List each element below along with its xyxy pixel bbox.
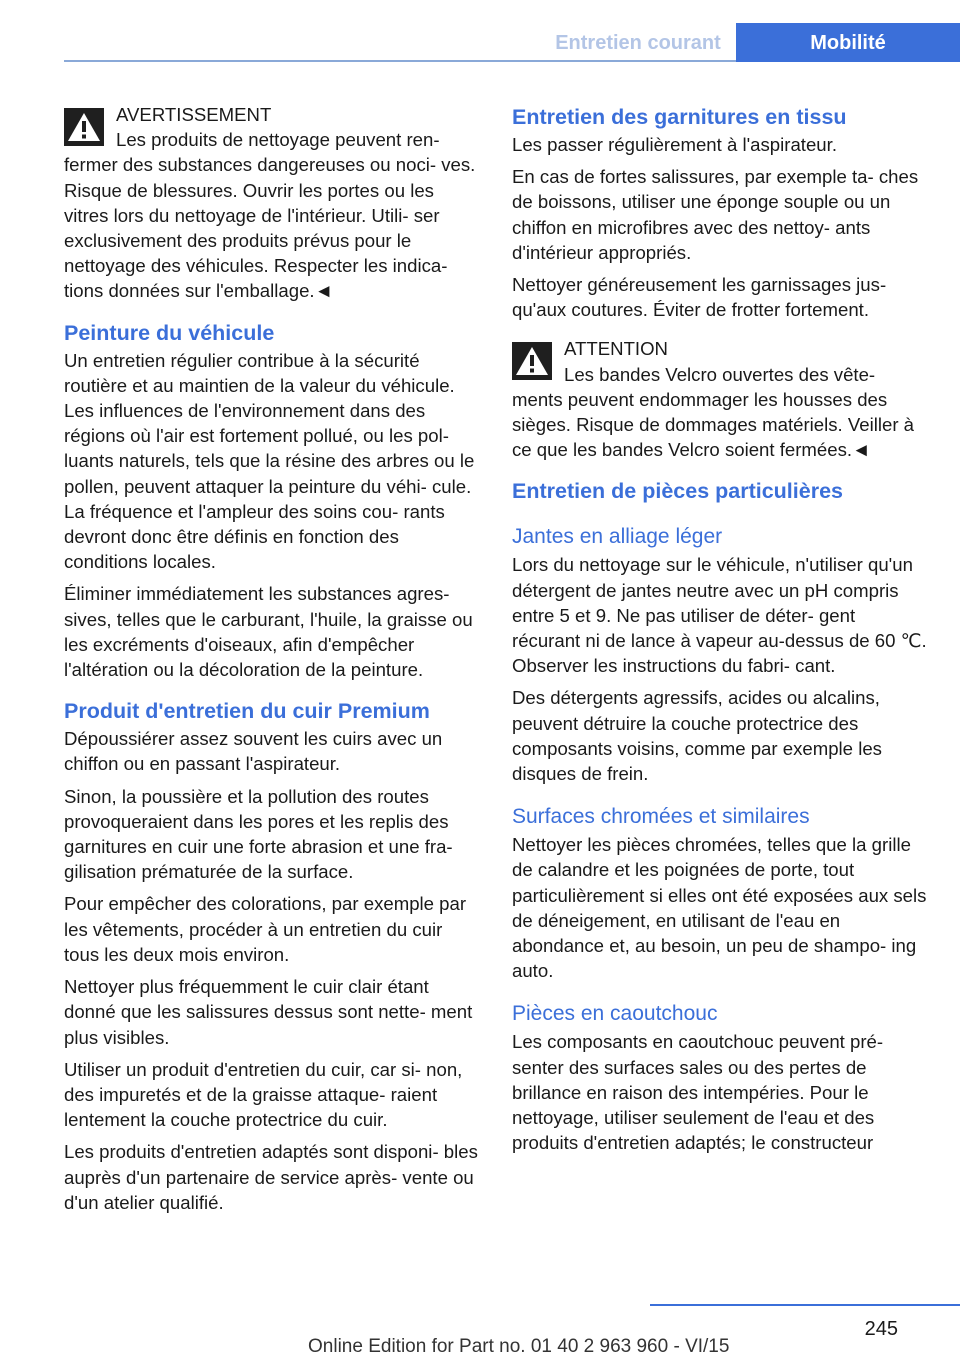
paragraph: Nettoyer plus fréquemment le cuir clair étant donné que les salissures dessus sont nette‐ ment plus visibles. <box>64 976 473 1048</box>
paragraph: Des détergents agressifs, acides ou alcalins, peuvent détruire la couche protectrice des composants voisins, comme par exemple les disques de frein. <box>512 687 882 785</box>
paragraph: Les passer régulièrement à l'aspirateur. <box>512 134 837 155</box>
tab-mobilite[interactable]: Mobilité <box>736 23 960 62</box>
left-column <box>64 102 480 1222</box>
subsection-title-caoutchouc: Pièces en caoutchouc <box>512 1002 718 1026</box>
warning-text-start: Les produits de nettoyage peuvent ren‐ <box>116 129 440 151</box>
section-title-cuir: Produit d'entretien du cuir Premium <box>64 699 430 724</box>
paragraph: Nettoyer les pièces chromées, telles que la grille de calandre et les poignées de porte, tout particulièrement si elles ont été exposées aux sels de déneigement, en utilisant de l'eau en abondance et, au besoin, un peu de shampo‐ ing auto. <box>512 834 927 982</box>
section-title-tissu: Entretien des garnitures en tissu <box>512 105 847 129</box>
warning-icon <box>512 342 552 380</box>
paragraph: En cas de fortes salissures, par exemple ta‐ ches de boissons, utiliser une éponge souple ou un chiffon en microfibres avec des nettoy‐ ants d'intérieur appropriés. <box>512 166 919 263</box>
warning-icon <box>64 108 104 146</box>
attention-box <box>512 336 928 462</box>
paragraph: Nettoyer généreusement les garnissages jus‐ qu'aux coutures. Éviter de frotter fortement. <box>512 274 887 321</box>
paragraph: Lors du nettoyage sur le véhicule, n'utiliser qu'un détergent de jantes neutre avec un pH compris entre 5 et 9. Ne pas utiliser de déter‐ gent récurant ni de lance à vapeur au-dessus de 60 ℃. Observer les instructions du fabri‐ cant. <box>512 554 927 677</box>
footer-rule <box>650 1304 960 1306</box>
attention-text-start: Les bandes Velcro ouvertes des vête‐ <box>564 363 876 385</box>
paragraph: Sinon, la poussière et la pollution des routes provoqueraient dans les pores et les replis des garnitures en cuir une forte abrasion et une fra‐ gilisation prématurée de la surface. <box>64 785 453 883</box>
subsection-title-chrome: Surfaces chromées et similaires <box>512 805 810 829</box>
attention-title: ATTENTION <box>564 338 668 360</box>
paragraph: Pour empêcher des colorations, par exemple par les vêtements, procéder à un entretien du cuir tous les deux mois environ. <box>64 893 467 965</box>
warning-title: AVERTISSEMENT <box>116 104 272 125</box>
paragraph: Éliminer immédiatement les substances agres‐ sives, telles que le carburant, l'huile, la graisse ou les excréments d'oiseaux, afin d'empêcher l'altération ou la décoloration de la peinture. <box>64 583 473 681</box>
paragraph: Les composants en caoutchouc peuvent pré‐ senter des surfaces sales ou des pertes de brillance en raison des intempéries. Pour le nettoyage, utiliser seulement de l'eau et des produits d'entretien adaptés; le constructeur <box>512 1031 884 1154</box>
subsection-title-jantes: Jantes en alliage léger <box>512 525 723 549</box>
tab-entretien-courant[interactable]: Entretien courant <box>555 32 721 54</box>
warning-box <box>64 102 480 304</box>
attention-text: ments peuvent endommager les housses des sièges. Risque de dommages matériels. Veiller à ce que les bandes Velcro soient fermées.◄ <box>512 388 915 461</box>
section-title-pieces: Entretien de pièces particulières <box>512 479 843 504</box>
paragraph: Dépoussiérer assez souvent les cuirs avec un chiffon ou en passant l'aspirateur. <box>64 728 443 775</box>
page-number: 245 <box>864 1318 898 1340</box>
section-title-peinture: Peinture du véhicule <box>64 320 275 345</box>
right-column <box>512 102 928 1163</box>
paragraph: Un entretien régulier contribue à la sécurité routière et au maintien de la valeur du véhicule. Les influences de l'environnement dans des régions où l'air est fortement pollué, ou les pol‐ luants naturels, tels que la résine des arbres ou le pollen, peuvent attaquer la peinture du véhi‐ cule. La fréquence et l'ampleur des soins cou‐ rants devront donc être définis en fonction des conditions locales. <box>64 349 475 573</box>
paragraph: Les produits d'entretien adaptés sont disponi‐ bles auprès d'un partenaire de service après- vente ou d'un atelier qualifié. <box>64 1141 478 1213</box>
edition-footer: Online Edition for Part no. 01 40 2 963 960 - VI/15 <box>308 1336 730 1357</box>
warning-text: fermer des substances dangereuses ou noci‐ ves. Risque de blessures. Ouvrir les portes ou les vitres lors du nettoyage de l'intérieur. Utili‐ ser exclusivement des produits prévus pour le nettoyage des véhicules. Respecter les indica‐ tions données sur l'emballage.◄ <box>64 154 476 302</box>
paragraph: Utiliser un produit d'entretien du cuir, car si‐ non, des impuretés et de la graisse attaque‐ raient lentement la couche protectrice du cuir. <box>64 1058 463 1131</box>
